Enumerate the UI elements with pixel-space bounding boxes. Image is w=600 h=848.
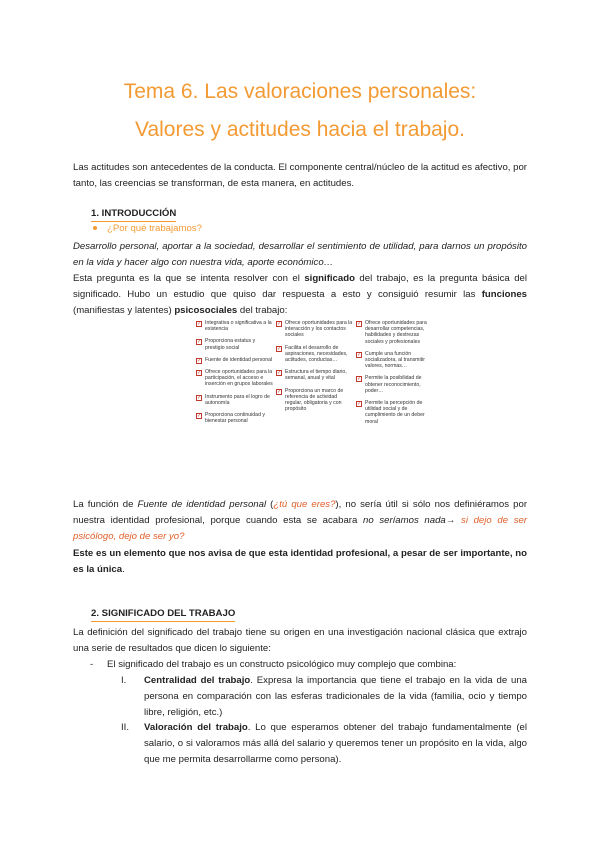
- text-run: ), no sería útil si sólo nos definiéramos por nuestra identidad profesional, porque cuando esta se acabara: [73, 499, 528, 527]
- figure-item-text: Proporciona un marco de referencia de actividad regular, obligatoria y con propósito: [285, 387, 344, 413]
- figure-item-text: Proporciona estatus y prestigio social: [205, 338, 256, 351]
- checkbox-icon: ✓: [277, 370, 282, 377]
- text-run: La función de: [73, 499, 138, 510]
- figure-item: [196, 338, 274, 350]
- checkbox-icon: ✓: [357, 401, 362, 408]
- text-run: Este es un elemento que nos avisa de que esta identidad profesional, a pesar de ser importante, no es la única: [73, 548, 527, 576]
- figure-item: [276, 320, 354, 339]
- checkbox-icon: ✓: [197, 357, 202, 364]
- desarrollo-paragraph: Desarrollo personal, aportar a la sociedad, desarrollar el sentimiento de utilidad, para darnos un propósito en la vida y hacer algo con nuestra vida, aporte económico…: [73, 241, 527, 269]
- checkbox-icon: ✓: [277, 321, 282, 327]
- item-text: . Lo que esperamos obtener del trabajo fundamentalmente (el salario, o si valoramos más allá del salario y queremos tener un propósito en la vida, algo que me permita desarrollarme como persona).: [144, 722, 527, 766]
- checkbox-icon: ✓: [197, 413, 202, 420]
- figure-item: [196, 357, 274, 363]
- roman-item-body: [144, 720, 527, 769]
- checkbox-icon: ✓: [277, 388, 282, 395]
- figure-item: [276, 345, 354, 364]
- text-run: del trabajo, es la pregunta básica del significado. Hubo un estudio que quiso dar respuesta a esto y consiguió resumir las: [73, 273, 528, 301]
- figure-item: [196, 394, 274, 406]
- item-bold-title: Centralidad del trabajo: [144, 675, 251, 686]
- figure-item-text: Ofrece oportunidades para la interacción y los contactos sociales: [285, 320, 353, 339]
- figure-item-text: Permite la percepción de utilidad social y de cumplimiento de un deber moral: [365, 400, 425, 425]
- checkbox-icon: ✓: [197, 370, 202, 377]
- dash-item-text: El significado del trabajo es un constructo psicológico muy complejo que combina:: [107, 659, 457, 670]
- bold-funciones: funciones: [481, 289, 527, 301]
- text-run: Esta pregunta es la que se intenta resolver con el: [73, 273, 305, 284]
- figure-column-1: [196, 320, 274, 430]
- figure-item-text: Ofrece oportunidades para desarrollar competencias, habilidades y destrezas sociales y profesionales: [365, 320, 427, 345]
- figure-item-text: Proporciona continuidad y bienestar personal: [205, 412, 265, 425]
- figure-item: [356, 400, 434, 425]
- figure-item: [356, 320, 434, 345]
- figure-item-text: Estructura el tiempo diario, semanal, anual y vital: [285, 369, 347, 382]
- text-run: (: [266, 499, 274, 510]
- figure-item-text: Permite la posibilidad de obtener reconocimiento, poder…: [365, 375, 422, 394]
- definicion-paragraph: La definición del significado del trabajo tiene su origen en una investigación nacional clásica que extrajo una serie de resultados que dicen lo siguiente:: [73, 627, 527, 655]
- roman-number: II.: [121, 722, 129, 733]
- figure-item: [196, 320, 274, 332]
- arrow-text: →: [445, 515, 462, 527]
- text-run: .: [122, 564, 125, 576]
- figure-item-text: Cumple una función socializadora, al transmitir valores, normas…: [365, 350, 425, 370]
- checkbox-icon: ✓: [197, 394, 202, 401]
- italic-tu-que-eres: ¿tú que eres?: [273, 499, 336, 510]
- pregunta-paragraph: [73, 271, 527, 320]
- fuente-paragraph: [73, 497, 527, 546]
- figure-item: [276, 388, 354, 413]
- figure-item-text: Integrativa o significativa a la existencia: [205, 320, 272, 333]
- bullet-dot-icon: [93, 226, 97, 230]
- checkbox-icon: ✓: [357, 321, 362, 327]
- checkbox-icon: ✓: [357, 376, 362, 383]
- italic-fuente-identidad: Fuente de identidad personal: [137, 499, 267, 510]
- page-title-line-2: Valores y actitudes hacia el trabajo.: [135, 118, 465, 141]
- section-2-heading: 2. SIGNIFICADO DEL TRABAJO: [91, 607, 235, 622]
- checkbox-icon: ✓: [357, 351, 362, 358]
- italic-si-dejo-de-ser: si dejo de ser psicólogo, dejo de ser yo?: [73, 515, 528, 543]
- figure-column-3: [356, 320, 434, 431]
- item-bold-title: Valoración del trabajo: [144, 722, 248, 733]
- checkbox-icon: ✓: [277, 345, 282, 352]
- roman-item-body: [144, 673, 527, 722]
- figure-item: [196, 412, 274, 424]
- este-paragraph: [73, 546, 527, 578]
- checkbox-icon: ✓: [197, 321, 202, 327]
- italic-no-seriamos-nada: no seríamos nada: [363, 515, 446, 527]
- dash-mark: -: [90, 659, 94, 670]
- section-1-heading: 1. INTRODUCCIÓN: [91, 207, 176, 222]
- question-bullet: [93, 222, 202, 236]
- figure-item: [356, 375, 434, 394]
- item-text: . Expresa la importancia que tiene el trabajo en la vida de una persona en comparación con las esferas tradicionales de la vida (familia, ocio y tiempo libre, religión, etc.): [144, 675, 528, 719]
- figure-item: [356, 351, 434, 370]
- functions-figure: [196, 320, 436, 478]
- intro-paragraph: Las actitudes son antecedentes de la conducta. El componente central/núcleo de la actitud es afectivo, por tanto, las creencias se transforman, de esta manera, en actitudes.: [73, 162, 527, 190]
- roman-number: I.: [121, 675, 127, 686]
- figure-item-text: Facilita el desarrollo de aspiraciones, necesidades, actitudes, conductas…: [285, 344, 348, 364]
- figure-item-text: Fuente de identidad personal: [205, 356, 273, 363]
- bold-significado: significado: [304, 273, 355, 284]
- figure-item: [276, 369, 354, 381]
- text-run: del trabajo:: [237, 305, 288, 317]
- figure-item-text: Instrumento para el logro de autonomía: [205, 393, 270, 406]
- text-run: (manifiestas y latentes): [73, 305, 175, 317]
- figure-column-2: [276, 320, 354, 418]
- page-title-line-1: Tema 6. Las valoraciones personales:: [123, 80, 477, 103]
- bold-psicosociales: psicosociales: [174, 305, 238, 317]
- checkbox-icon: ✓: [197, 339, 202, 346]
- figure-item: [196, 369, 274, 388]
- figure-item-text: Ofrece oportunidades para la participación, el acceso e inserción en grupos laborales: [205, 369, 273, 388]
- question-text: ¿Por qué trabajamos?: [107, 223, 202, 234]
